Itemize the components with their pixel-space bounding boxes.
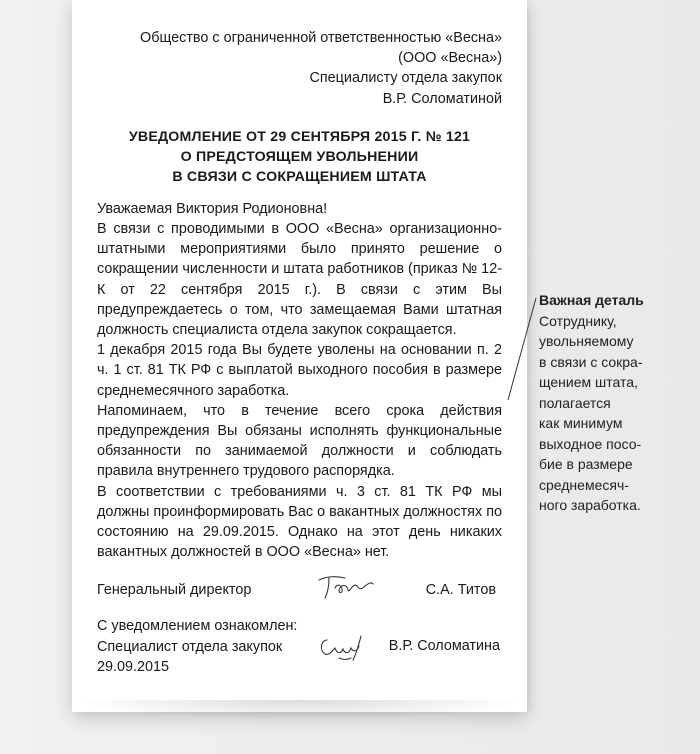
director-name: С.А. Титов [425, 582, 496, 599]
director-position: Генеральный директор [97, 582, 252, 599]
addressee-position: Специалисту отдела закупок [309, 70, 502, 87]
acknowledgement-position: Специалист отдела закупок [97, 638, 283, 655]
side-note-line: в связи с сокра- [539, 353, 643, 370]
title-line-1: УВЕДОМЛЕНИЕ ОТ 29 СЕНТЯБРЯ 2015 Г. № 121 [128, 128, 471, 145]
addressee-organization-short: (ООО «Весна») [398, 50, 502, 67]
side-note-line: выходное посо- [539, 435, 642, 452]
side-note-line: среднемесяч- [539, 476, 629, 493]
paragraph-vacancies: В соответствии с требованиями ч. 3 ст. 81 ТК РФ мы должны проинформировать Вас о вакантных должностях по состоянию на 29.09.2015. Однако на этот день никаких вакантных должностей в ООО «Весна» нет. [97, 483, 502, 561]
side-note-line: щением штата, [539, 374, 638, 390]
director-signature-mark [315, 572, 377, 602]
addressee-name: В.Р. Соломатиной [382, 90, 502, 107]
sheet-shadow [72, 700, 527, 720]
callout-pointer-line [480, 296, 540, 406]
addressee-block [97, 28, 502, 109]
side-note-line: Сотруднику, [539, 312, 617, 329]
side-note-line: увольняемому [539, 333, 634, 349]
paragraph-duties: Напоминаем, что в течение всего срока действия предупреждения Вы обязаны исполнять функциональные обязанности по занимаемой должности и соблюдать правила внутреннего трудового распорядка. [97, 402, 502, 480]
side-note-line: как минимум [539, 415, 623, 431]
document-title [97, 127, 502, 187]
title-line-2: О ПРЕДСТОЯЩЕМ УВОЛЬНЕНИИ [180, 148, 419, 165]
employee-signature-mark [315, 630, 367, 666]
letter-body [97, 199, 502, 563]
side-note-line: бие в размере [539, 456, 633, 472]
side-note-line: ного заработка. [539, 497, 641, 513]
side-note-line: полагается [539, 394, 611, 411]
title-line-3: В СВЯЗИ С СОКРАЩЕНИЕМ ШТАТА [172, 168, 427, 185]
paragraph-reorganization: В связи с проводимыми в ООО «Весна» организационно-штатными мероприятиями было принято решение о сокращении численности и штата работников (приказ № 12-К от 22 сентября 2015 г.). В связи с этим Вы предупреждаетесь о том, что замещаемая Вами штатная должность специалиста отдела закупок сокращается. [97, 221, 502, 339]
paragraph-dismissal-date: 1 декабря 2015 года Вы будете уволены на основании п. 2 ч. 1 ст. 81 ТК РФ с выплатой выходного пособия в размере среднемесячного заработка. [97, 342, 502, 399]
acknowledgement-date: 29.09.2015 [97, 658, 170, 675]
side-note [539, 290, 659, 516]
acknowledgement-block [97, 616, 502, 677]
addressee-organization: Общество с ограниченной ответственностью «Весна» [140, 30, 502, 46]
acknowledgement-name: В.Р. Соломатина [388, 638, 500, 655]
side-note-title: Важная деталь [539, 292, 644, 308]
greeting: Уважаемая Виктория Родионовна! [97, 200, 328, 217]
director-signature-row [97, 578, 502, 602]
letter-content [97, 28, 502, 677]
acknowledgement-caption: С уведомлением ознакомлен: [97, 618, 298, 635]
